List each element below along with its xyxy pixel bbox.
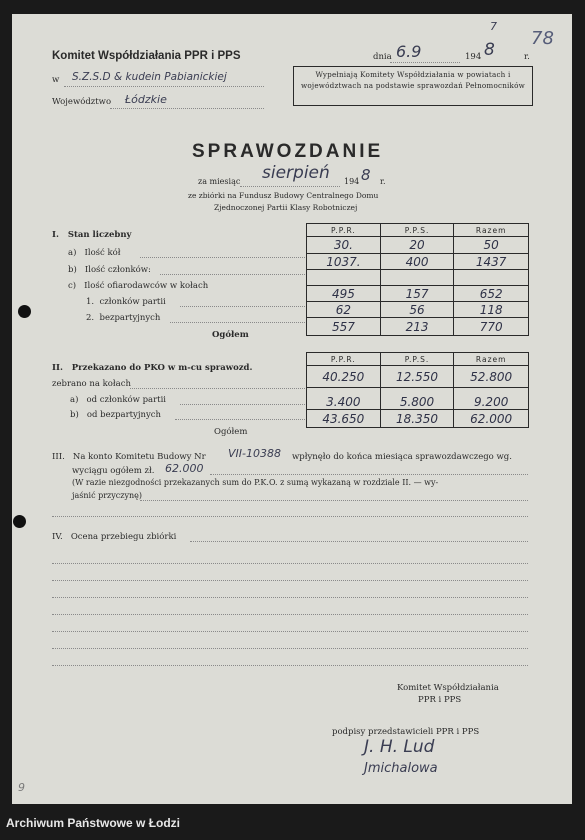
za-miesiac-underline <box>240 186 340 187</box>
punch-hole-top <box>18 305 31 318</box>
section4-heading: IV. Ocena przebiegu zbiórki <box>52 532 177 542</box>
s1-total-cell: 213 <box>380 318 454 336</box>
notice-box-text: Wypełniają Komitety Współdziałania w powiatach i województwach na podstawie sprawozdań Pełnomocników <box>301 70 525 90</box>
s2-dotline-b <box>175 419 305 420</box>
s2-col-pps: P.P.S. <box>380 353 454 366</box>
s1-dotline-c2 <box>170 322 305 323</box>
year-prefix: 194 <box>465 52 482 62</box>
subtitle-line-1: ze zbiórki na Fundusz Budowy Centralnego Domu <box>188 191 379 200</box>
w-value: S.Z.S.D & kudein Pabianickiej <box>72 71 227 83</box>
w-underline <box>64 86 264 87</box>
s1-cell <box>454 270 529 286</box>
s1-total-cell: 770 <box>454 318 529 336</box>
s3-dotline-3 <box>52 516 528 517</box>
signers-label: podpisy przedstawicieli PPR i PPS <box>332 727 480 737</box>
s1-cell: 1437 <box>454 254 529 270</box>
corner-mark-1: 7 <box>490 20 497 33</box>
s1-cell: 56 <box>380 302 454 318</box>
s1-cell: 30. <box>307 237 381 254</box>
s2-col-ppr: P.P.R. <box>307 353 381 366</box>
title-year-suffix: r. <box>380 177 386 186</box>
s3-account-no: VII-10388 <box>228 447 281 460</box>
subtitle-line-2: Zjednoczonej Partii Klasy Robotniczej <box>214 203 358 212</box>
s4-dotline-8 <box>52 665 528 666</box>
s2-cell: 3.400 <box>307 388 381 410</box>
document-title: SPRAWOZDANIE <box>192 141 384 162</box>
s1-dotline-c1 <box>180 306 305 307</box>
s4-dotline-2 <box>52 563 528 564</box>
wojewodztwo-underline <box>110 108 264 109</box>
section2-table <box>306 352 529 428</box>
s4-dotline-6 <box>52 631 528 632</box>
w-label: w <box>52 75 60 85</box>
s1-dotline-b <box>160 274 305 275</box>
s1-dotline-a <box>140 257 305 258</box>
s2-dotline-0 <box>130 388 305 389</box>
s1-row-a-label: a) Ilość kół <box>68 248 121 258</box>
s1-cell: 118 <box>454 302 529 318</box>
s4-dotline-1 <box>190 541 528 542</box>
s1-cell: 157 <box>380 286 454 302</box>
wojewodztwo-value: Łódzkie <box>125 93 167 106</box>
signature-2: Jmichalowa <box>364 761 438 776</box>
s2-row-b-label: b) od bezpartyjnych <box>70 410 162 420</box>
s1-cell: 62 <box>307 302 381 318</box>
year-suffix: r. <box>524 52 530 62</box>
s1-col-razem: Razem <box>454 224 529 237</box>
s1-cell <box>307 270 381 286</box>
s1-total-cell: 557 <box>307 318 381 336</box>
s1-row-c1-label: 1. członków partii <box>86 297 166 307</box>
s3-line3: (W razie niezgodności przekazanych sum do P.K.O. z sumą wykazaną w rozdziale II. — wy- <box>72 478 439 487</box>
s1-row-b-label: b) Ilość członków: <box>68 265 151 275</box>
s1-cell: 50 <box>454 237 529 254</box>
s2-cell: 52.800 <box>454 366 529 388</box>
signature-1: J. H. Lud <box>364 737 435 757</box>
s3-line1-b: wpłynęło do końca miesiąca sprawozdawczego wg. <box>292 452 512 462</box>
s4-dotline-4 <box>52 597 528 598</box>
section1-heading: I. Stan liczebny <box>52 230 132 240</box>
signature-committee-1: Komitet Współdziałania <box>397 683 499 693</box>
s2-total-label: Ogółem <box>214 427 248 437</box>
s1-cell: 1037. <box>307 254 381 270</box>
s3-line1-a: III. Na konto Komitetu Budowy Nr <box>52 452 206 462</box>
punch-hole-bottom <box>13 515 26 528</box>
s1-col-pps: P.P.S. <box>380 224 454 237</box>
margin-mark: 9 <box>18 781 25 794</box>
s3-amount: 62.000 <box>165 462 204 475</box>
s2-row-0-label: zebrano na kołach <box>52 379 131 389</box>
s1-cell: 20 <box>380 237 454 254</box>
title-year-prefix: 194 <box>344 177 360 186</box>
s2-cell: 12.550 <box>380 366 454 388</box>
title-year-digit: 8 <box>361 166 371 184</box>
archive-footer <box>0 806 585 840</box>
archive-name: Archiwum Państwowe w Łodzi <box>6 816 181 830</box>
s1-row-c-label: c) Ilość ofiarodawców w kołach <box>68 281 209 291</box>
s1-cell: 495 <box>307 286 381 302</box>
s2-total-cell: 18.350 <box>380 410 454 428</box>
s1-cell <box>380 270 454 286</box>
s3-line2-a: wyciągu ogółem zł. <box>72 466 155 476</box>
s3-line4: jaśnić przyczynę) <box>72 491 142 500</box>
s2-cell: 40.250 <box>307 366 381 388</box>
committee-title: Komitet Współdziałania PPR i PPS <box>52 50 241 62</box>
s1-col-ppr: P.P.R. <box>307 224 381 237</box>
s1-cell: 652 <box>454 286 529 302</box>
dnia-underline <box>390 62 460 63</box>
signature-committee-2: PPR i PPS <box>418 695 462 705</box>
s4-dotline-5 <box>52 614 528 615</box>
s1-cell: 400 <box>380 254 454 270</box>
s4-dotline-7 <box>52 648 528 649</box>
section2-heading: II. Przekazano do PKO w m-cu sprawozd. <box>52 363 253 373</box>
s4-dotline-3 <box>52 580 528 581</box>
s2-total-cell: 43.650 <box>307 410 381 428</box>
s3-dotline-2 <box>140 500 528 501</box>
s2-total-cell: 62.000 <box>454 410 529 428</box>
s3-dotline-1 <box>210 474 528 475</box>
s2-cell: 9.200 <box>454 388 529 410</box>
corner-mark-2: 78 <box>531 28 554 49</box>
s1-total-label: Ogółem <box>212 330 249 340</box>
s2-dotline-a <box>180 404 305 405</box>
dnia-label: dnia <box>373 52 392 62</box>
za-miesiac-label: za miesiąc <box>198 177 241 186</box>
za-miesiac-value: sierpień <box>262 163 330 183</box>
wojewodztwo-label: Województwo <box>52 97 112 107</box>
dnia-value: 6.9 <box>396 42 422 61</box>
s2-col-razem: Razem <box>454 353 529 366</box>
s2-cell: 5.800 <box>380 388 454 410</box>
s1-row-c2-label: 2. bezpartyjnych <box>86 313 161 323</box>
section1-table <box>306 223 529 336</box>
year-digit: 8 <box>484 40 495 60</box>
s2-row-a-label: a) od członków partii <box>70 395 167 405</box>
